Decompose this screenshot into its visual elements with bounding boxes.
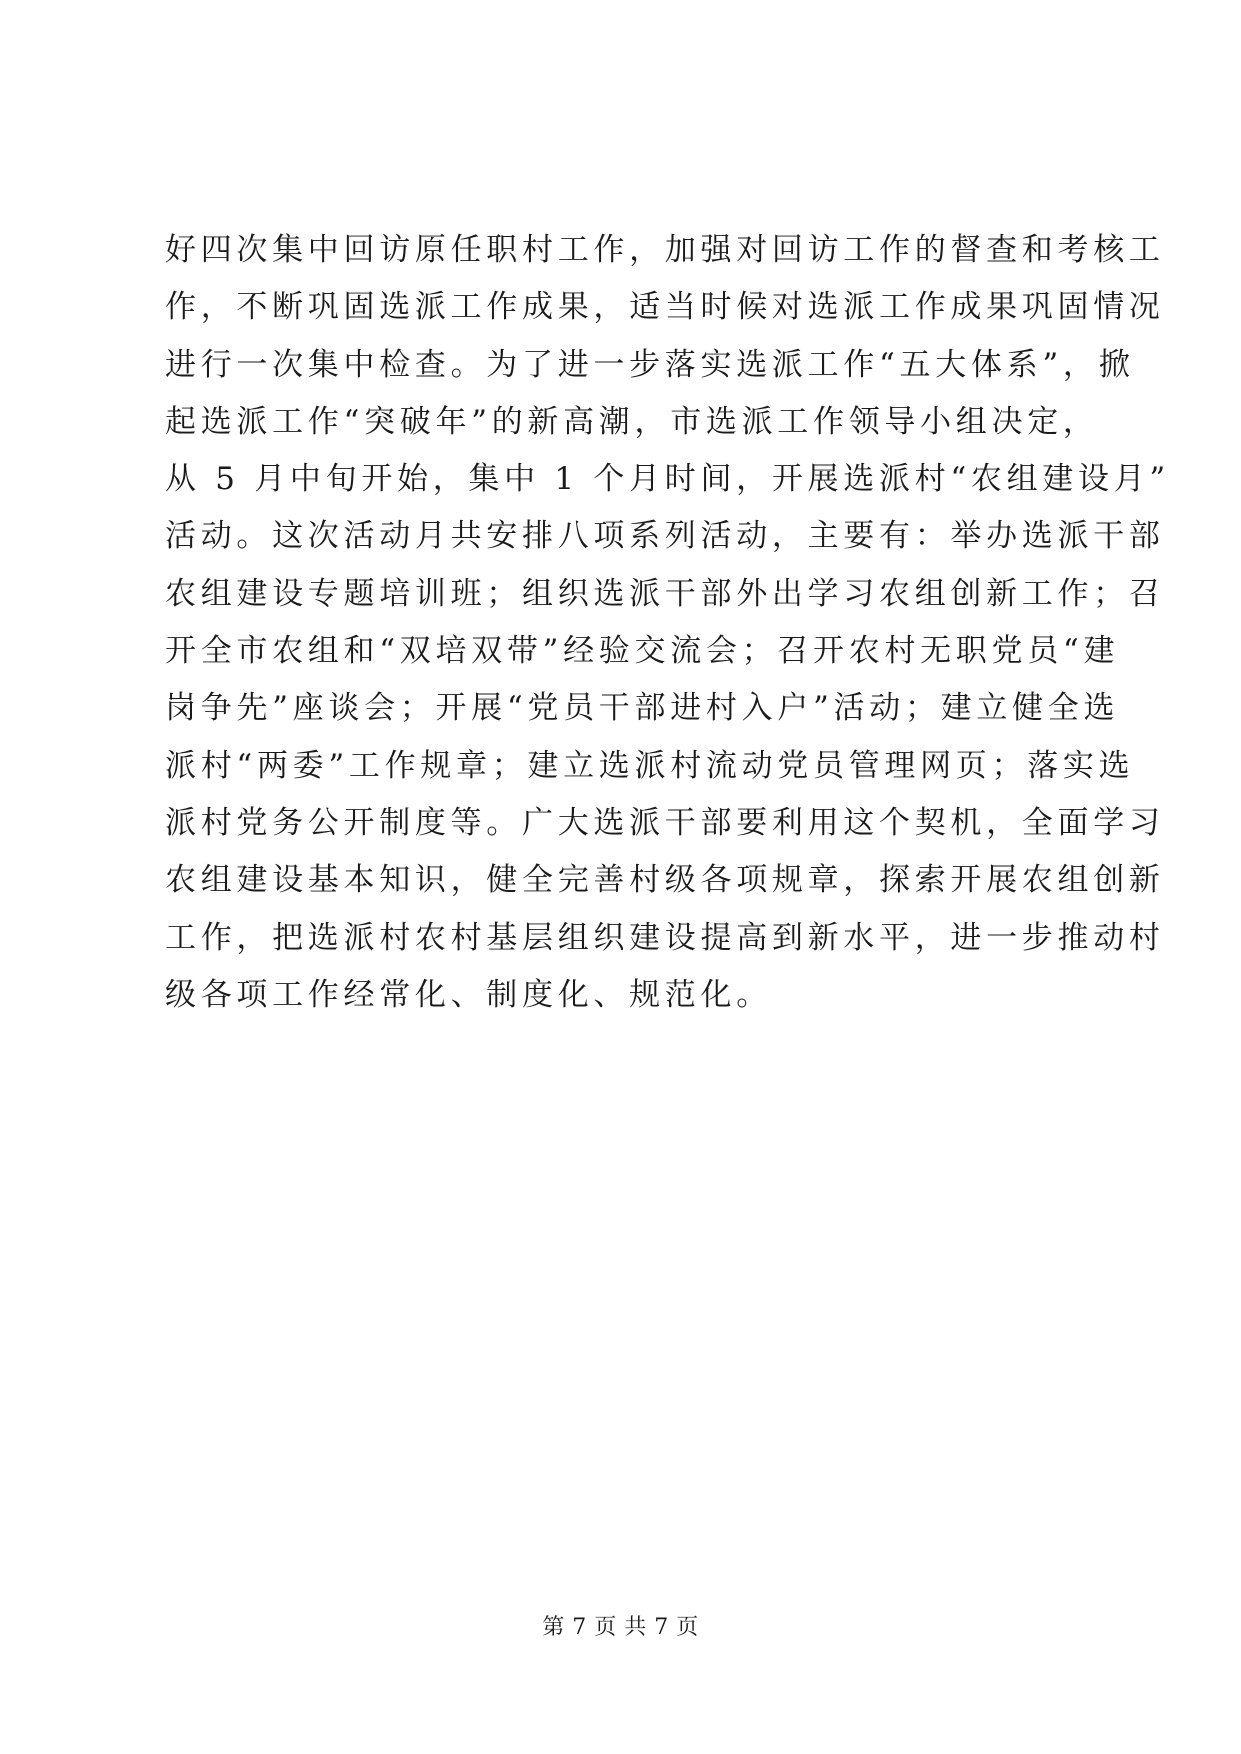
text-line: 作，不断巩固选派工作成果，适当时候对选派工作成果巩固情况 — [165, 289, 1165, 326]
text-line: 工作，把选派村农村基层组织建设提高到新水平，进一步推动村 — [165, 919, 1165, 956]
text-line: 活动。这次活动月共安排八项系列活动，主要有：举办选派干部 — [165, 518, 1165, 555]
page-number-footer: 第 7 页 共 7 页 — [542, 1615, 699, 1640]
text-line: 岗争先”座谈会；开展“党员干部进村入户”活动；建立健全选 — [165, 690, 1120, 727]
text-line: 从 5 月中旬开始，集中 1 个月时间，开展选派村“农组建设月” — [165, 461, 1170, 498]
text-line: 好四次集中回访原任职村工作，加强对回访工作的督查和考核工 — [165, 232, 1165, 268]
text-line: 农组建设基本知识，健全完善村级各项规章，探索开展农组创新 — [165, 862, 1165, 899]
body-paragraph — [165, 230, 1170, 1032]
text-line: 起选派工作“突破年”的新高潮，市选派工作领导小组决定， — [165, 403, 1099, 440]
text-line: 派村党务公开制度等。广大选派干部要利用这个契机，全面学习 — [165, 804, 1165, 841]
text-line: 农组建设专题培训班；组织选派干部外出学习农组创新工作；召 — [165, 575, 1165, 612]
text-line: 开全市农组和“双培双带”经验交流会；召开农村无职党员“建 — [165, 633, 1120, 670]
text-line: 进行一次集中检查。为了进一步落实选派工作“五大体系”，掀 — [165, 346, 1135, 383]
text-line: 级各项工作经常化、制度化、规范化。 — [165, 976, 772, 1013]
text-line: 派村“两委”工作规章；建立选派村流动党员管理网页；落实选 — [165, 747, 1135, 784]
